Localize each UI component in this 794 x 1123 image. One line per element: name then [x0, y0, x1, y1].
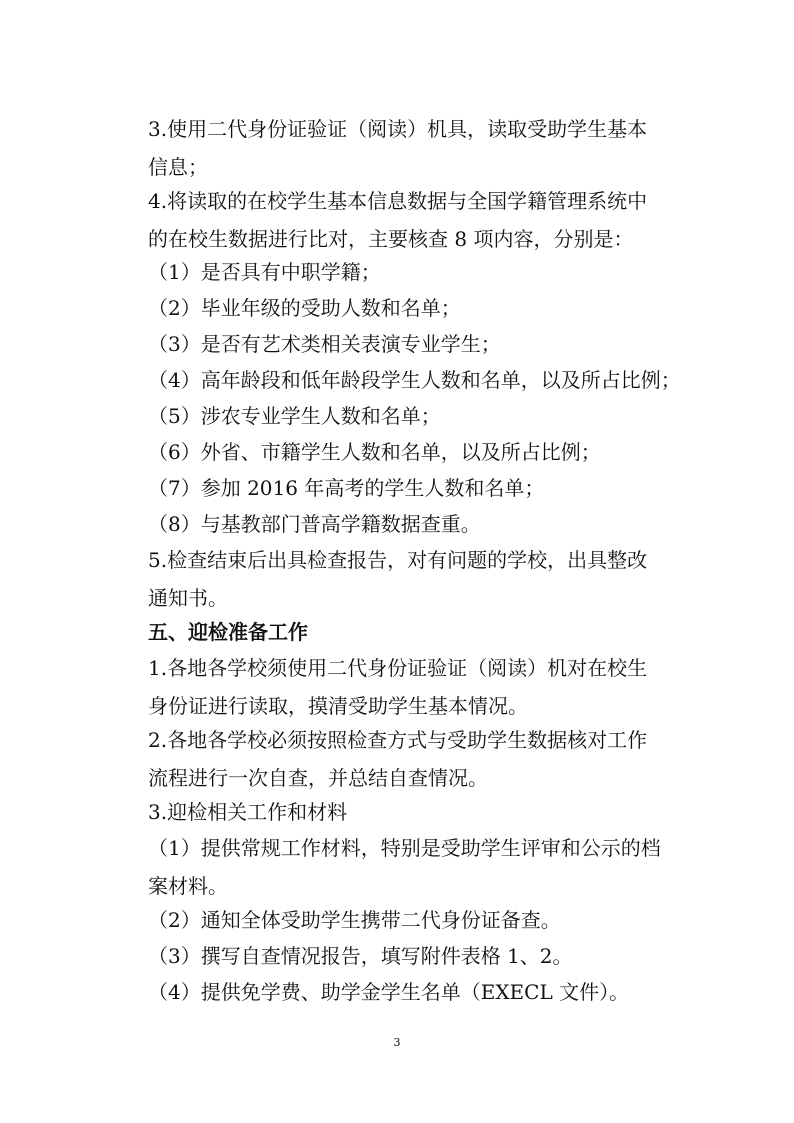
check-item-1: （1）是否具有中职学籍； — [148, 260, 381, 284]
material-item-2: （2）通知全体受助学生携带二代身份证备查。 — [148, 908, 561, 932]
paragraph-item-5: 5.检查结束后出具检查报告，对有问题的学校，出具整改 通知书。 — [148, 548, 648, 610]
check-item-8: （8）与基教部门普高学籍数据查重。 — [148, 512, 481, 536]
prep-item-1: 1.各地各学校须使用二代身份证验证（阅读）机对在校生 身份证进行读取，摸清受助学生基本情况。 — [148, 656, 648, 718]
check-item-2: （2）毕业年级的受助人数和名单； — [148, 296, 461, 320]
section-heading: 五、迎检准备工作 — [148, 620, 308, 644]
check-item-3: （3）是否有艺术类相关表演专业学生； — [148, 332, 501, 356]
material-item-3: （3）撰写自查情况报告，填写附件表格 1、2。 — [148, 944, 573, 968]
prep-item-2: 2.各地各学校必须按照检查方式与受助学生数据核对工作 流程进行一次自查，并总结自查情况。 — [148, 728, 648, 790]
prep-item-3: 3.迎检相关工作和材料 — [148, 800, 348, 824]
paragraph-item-3: 3.使用二代身份证验证（阅读）机具，读取受助学生基本 信息； — [148, 117, 648, 179]
paragraph-item-4: 4.将读取的在校学生基本信息数据与全国学籍管理系统中 的在校生数据进行比对，主要核查 8 项内容，分别是： — [148, 189, 648, 251]
check-item-4: （4）高年龄段和低年龄段学生人数和名单，以及所占比例； — [148, 368, 681, 392]
check-item-6: （6）外省、市籍学生人数和名单，以及所占比例； — [148, 440, 601, 464]
material-item-4: （4）提供免学费、助学金学生名单（EXECL 文件）。 — [148, 980, 630, 1004]
page-number: 3 — [393, 1036, 401, 1049]
material-item-1: （1）提供常规工作材料，特别是受助学生评审和公示的档 案材料。 — [148, 836, 661, 898]
check-item-7: （7）参加 2016 年高考的学生人数和名单； — [148, 476, 545, 500]
check-item-5: （5）涉农专业学生人数和名单； — [148, 404, 441, 428]
